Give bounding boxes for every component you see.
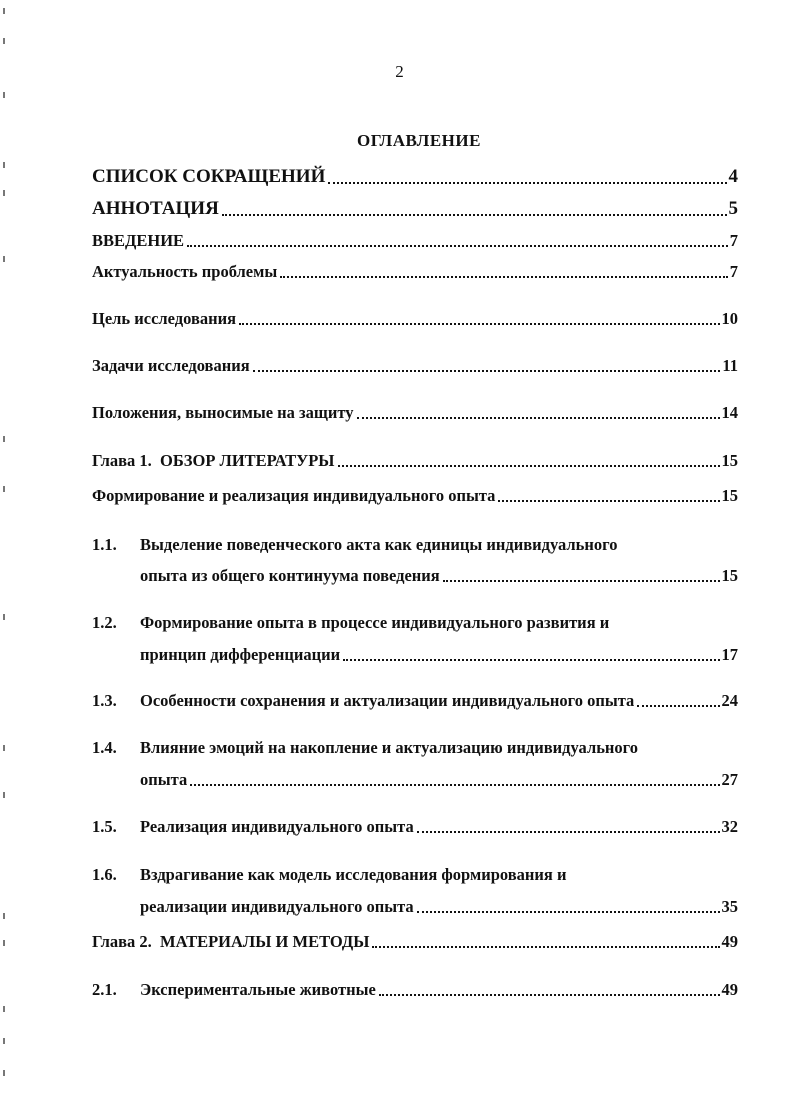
dot-leader <box>417 831 720 833</box>
toc-entry-page: 11 <box>722 356 738 375</box>
toc-entry-page: 15 <box>721 486 738 505</box>
toc-entry-line <box>140 817 738 837</box>
toc-entry-page: 24 <box>721 691 738 710</box>
toc-entry-label-line2: реализации индивидуального опыта <box>140 897 414 916</box>
toc-entry-label-line1: Выделение поведенческого акта как единицы индивидуального <box>140 535 618 554</box>
toc-entry-page: 49 <box>721 980 738 999</box>
toc-entry-label-line2: опыта <box>140 770 188 789</box>
toc-entry-tasks[interactable] <box>92 356 738 376</box>
toc-entry-label-line1: Влияние эмоций на накопление и актуализацию индивидуального <box>140 738 639 757</box>
toc-entry-label: Реализация индивидуального опыта <box>140 817 414 836</box>
toc-entry-label: Формирование и реализация индивидуального опыта <box>92 486 496 505</box>
dot-leader <box>338 465 720 467</box>
toc-entry-relevance[interactable] <box>92 262 738 282</box>
toc-entry-chapter-2[interactable] <box>92 932 738 952</box>
dot-leader <box>190 784 719 786</box>
dot-leader <box>379 994 720 996</box>
toc-entry-page: 14 <box>721 403 738 422</box>
toc-entry-label: Цель исследования <box>92 309 237 328</box>
dot-leader <box>343 659 719 661</box>
toc-entry-line2 <box>140 770 738 790</box>
toc-entry-chapter-1[interactable] <box>92 451 738 471</box>
toc-entry-label: Задачи исследования <box>92 356 250 375</box>
toc-entry-line2 <box>140 566 738 586</box>
dot-leader <box>372 946 719 948</box>
dot-leader <box>239 323 719 325</box>
section-number: 1.4. <box>92 738 117 757</box>
toc-entry-page: 35 <box>721 897 738 916</box>
toc-entry-label-line1: Вздрагивание как модель исследования формирования и <box>140 865 567 884</box>
toc-entry-label: Положения, выносимые на защиту <box>92 403 354 422</box>
toc-title: ОГЛАВЛЕНИЕ <box>357 131 481 150</box>
toc-entry-page: 4 <box>728 166 738 187</box>
section-number: 1.3. <box>92 691 117 710</box>
toc-entry-page: 49 <box>721 932 738 951</box>
toc-entry-page: 32 <box>721 817 738 836</box>
section-number: 1.1. <box>92 535 117 554</box>
toc-entry-label: Особенности сохранения и актуализации индивидуального опыта <box>140 691 635 710</box>
page-number: 2 <box>395 62 404 81</box>
dot-leader <box>280 276 728 278</box>
dot-leader <box>187 245 728 247</box>
toc-entry-theses[interactable] <box>92 403 738 423</box>
toc-entry-label-line2: опыта из общего континуума поведения <box>140 566 440 585</box>
toc-entry-page: 27 <box>721 770 738 789</box>
dot-leader <box>357 417 720 419</box>
toc-entry-line2 <box>140 897 738 917</box>
toc-entry-abbreviations[interactable] <box>92 166 738 188</box>
dot-leader <box>328 182 726 184</box>
toc-entry-page: 7 <box>729 262 738 281</box>
toc-entry-label: Экспериментальные животные <box>140 980 376 999</box>
section-number: 1.2. <box>92 613 117 632</box>
dot-leader <box>498 500 719 502</box>
toc-entry-line <box>140 980 738 1000</box>
toc-entry-aim[interactable] <box>92 309 738 329</box>
section-number: 1.6. <box>92 865 117 884</box>
toc-entry-page: 10 <box>721 309 738 328</box>
toc-entry-label-line1: Формирование опыта в процессе индивидуального развития и <box>140 613 610 632</box>
toc-entry-chapter-1-intro[interactable] <box>92 486 738 506</box>
section-number: 1.5. <box>92 817 117 836</box>
toc-entry-page: 17 <box>721 645 738 664</box>
dot-leader <box>222 214 727 216</box>
toc-entry-label: Глава 2. МАТЕРИАЛЫ И МЕТОДЫ <box>92 932 370 951</box>
section-number: 2.1. <box>92 980 117 999</box>
toc-entry-label: Глава 1. ОБЗОР ЛИТЕРАТУРЫ <box>92 451 335 470</box>
dot-leader <box>637 705 719 707</box>
toc-entry-label: ВВЕДЕНИЕ <box>92 231 185 250</box>
dot-leader <box>443 580 720 582</box>
toc-entry-label: Актуальность проблемы <box>92 262 278 281</box>
toc-entry-page: 5 <box>728 198 738 219</box>
toc-entry-page: 15 <box>721 566 738 585</box>
toc-entry-page: 7 <box>729 231 738 250</box>
toc-entry-label: СПИСОК СОКРАЩЕНИЙ <box>92 166 326 187</box>
dot-leader <box>417 911 720 913</box>
toc-entry-line <box>140 691 738 711</box>
toc-entry-label-line2: принцип дифференциации <box>140 645 341 664</box>
toc-entry-annotation[interactable] <box>92 198 738 220</box>
toc-entry-introduction[interactable] <box>92 231 738 251</box>
toc-entry-line2 <box>140 645 738 665</box>
toc-entry-page: 15 <box>721 451 738 470</box>
dot-leader <box>253 370 721 372</box>
toc-entry-label: АННОТАЦИЯ <box>92 198 219 219</box>
